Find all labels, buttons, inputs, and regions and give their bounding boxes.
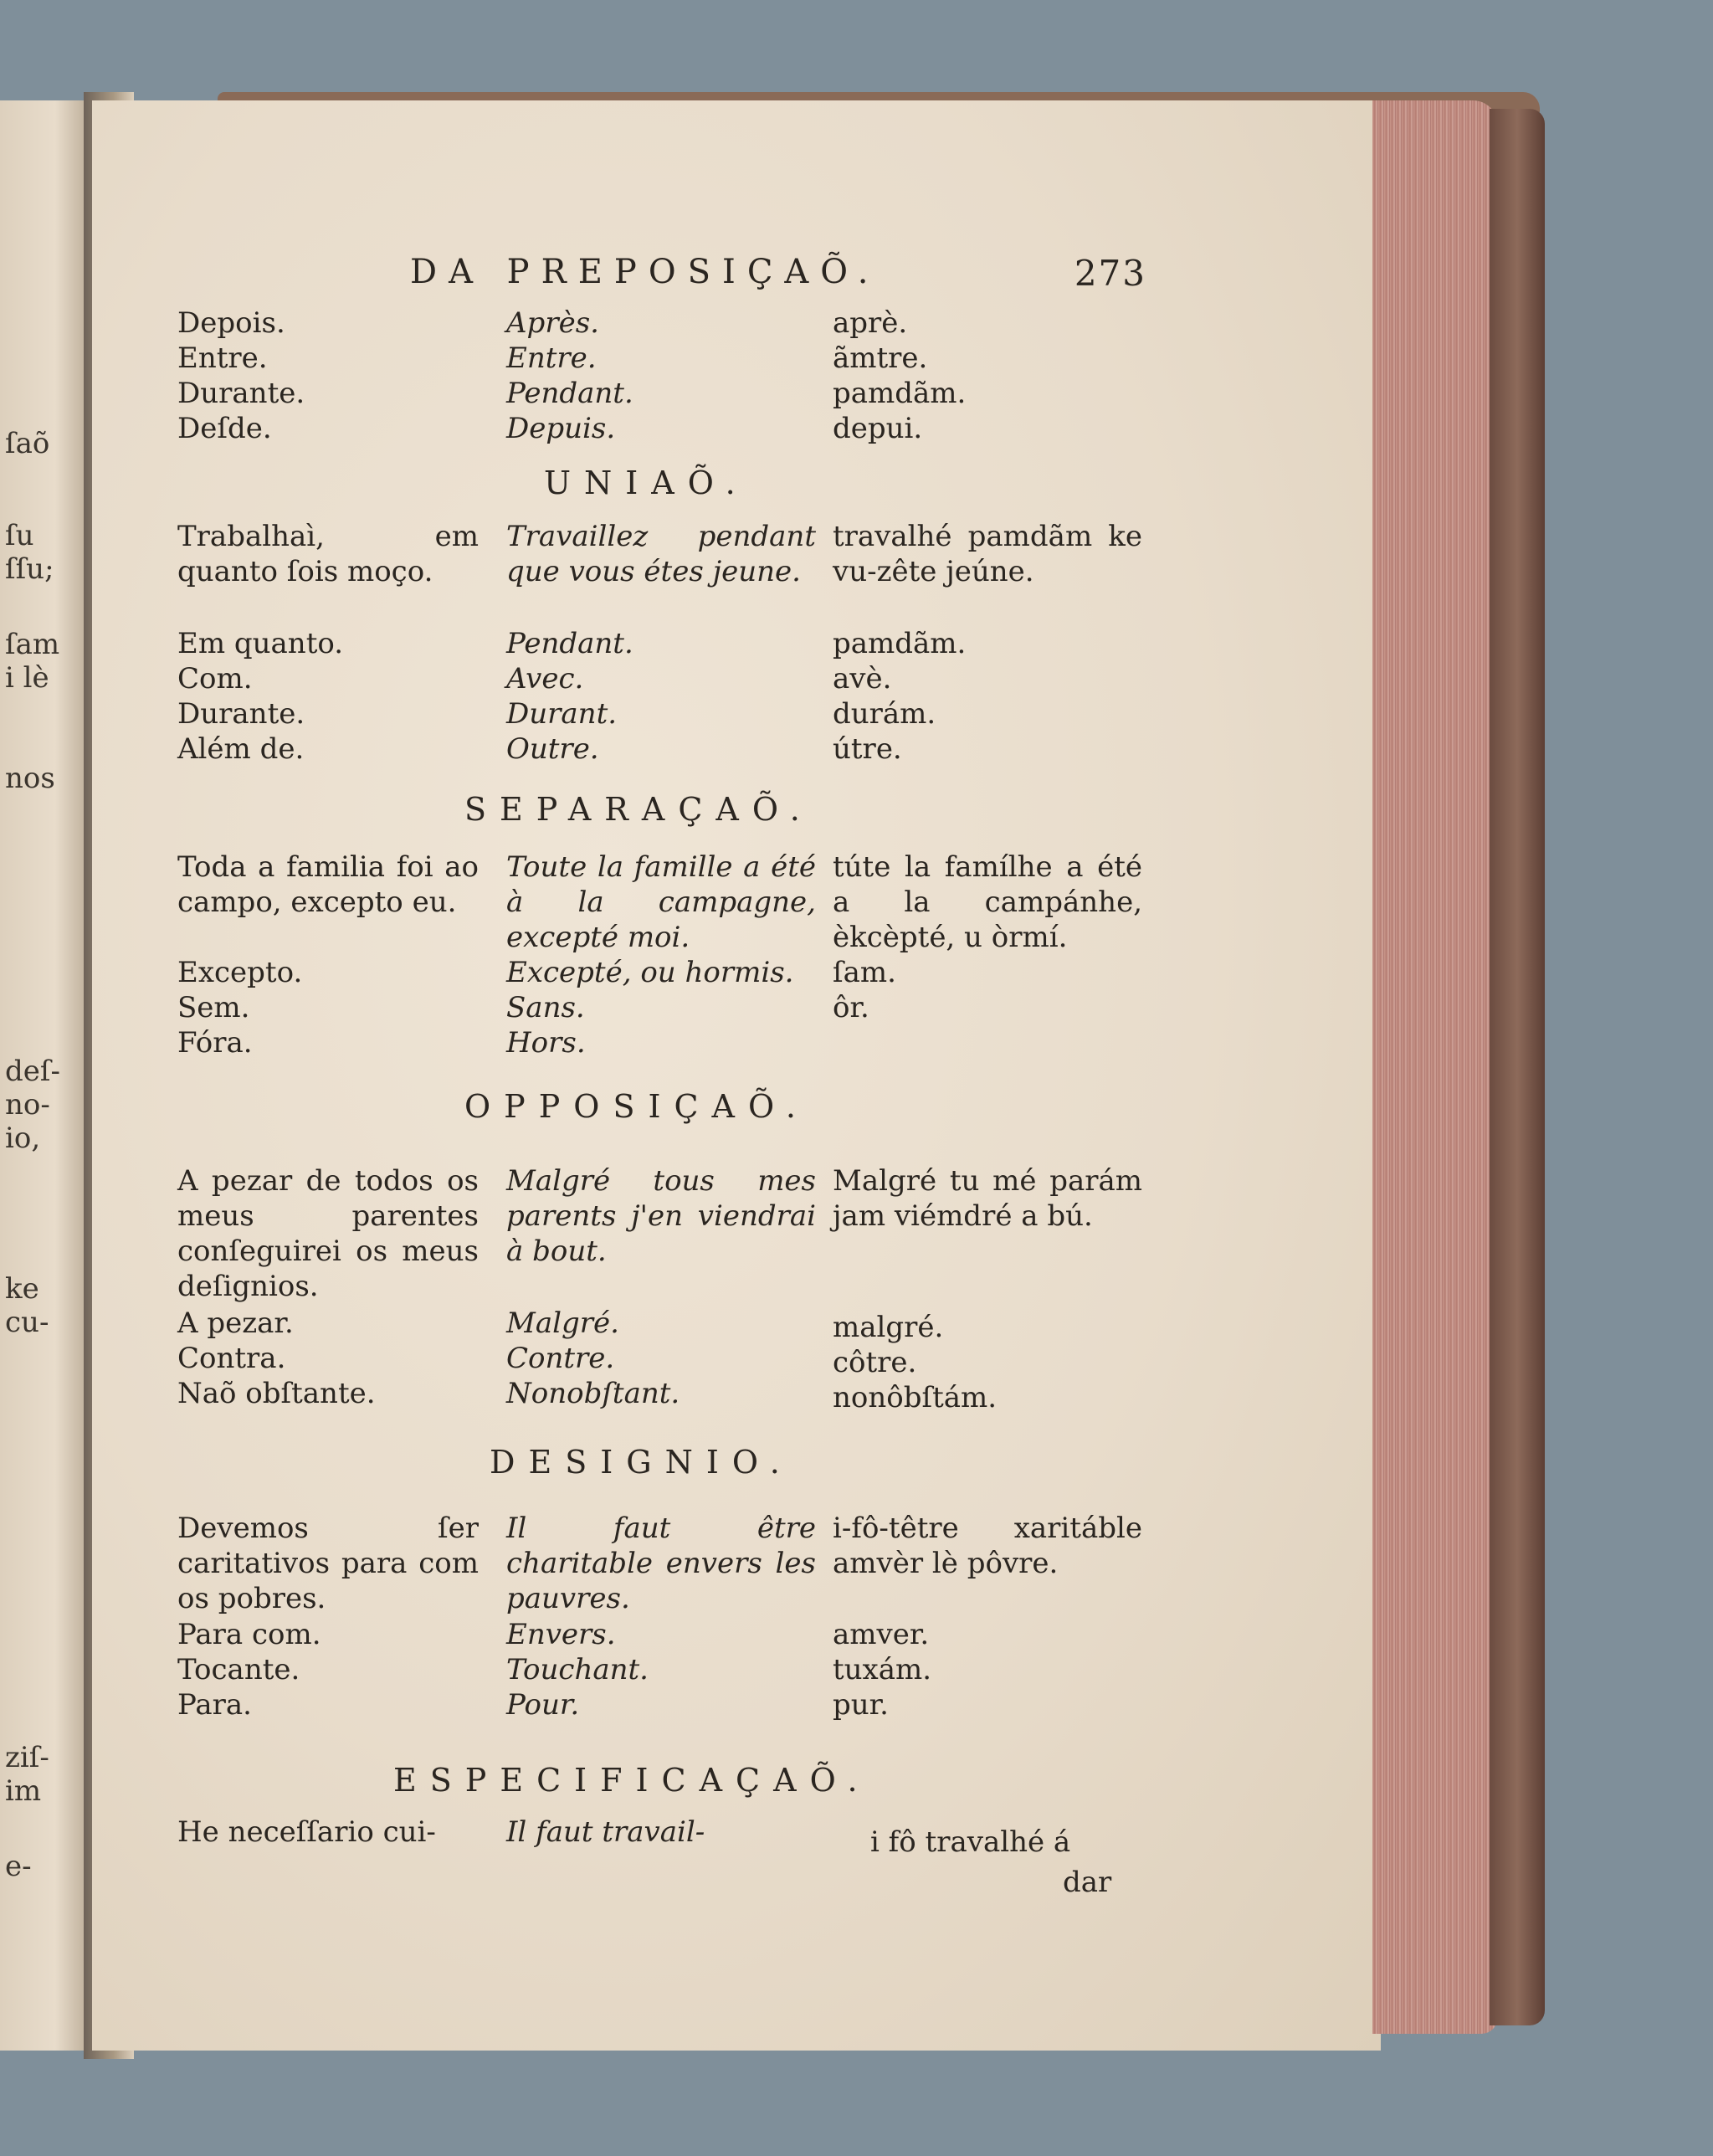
fr-word: Depuis.	[506, 412, 616, 445]
pron-word: tuxám.	[833, 1653, 932, 1686]
pt-word: Excepto.	[177, 956, 303, 989]
catchword: dar	[1063, 1866, 1112, 1899]
section-heading: OPPOSIÇAÕ.	[464, 1088, 810, 1125]
section-heading: ESPECIFICAÇAÕ.	[393, 1762, 871, 1799]
left-fragment: ſam	[5, 628, 60, 661]
running-header	[410, 253, 1146, 303]
example-pron: Malgré tu mé parám jam viémdré a bú.	[833, 1164, 1142, 1233]
pron-word: ãmtre.	[833, 341, 928, 375]
example-pron: travalhé pamdãm ke vu-zête jeúne.	[833, 520, 1142, 588]
pt-word: Em quanto.	[177, 627, 344, 660]
left-fragment: ſu	[5, 519, 34, 552]
example-fr: Il faut être charitable envers les pauvres.	[506, 1512, 816, 1615]
pron-word: amver.	[833, 1618, 930, 1651]
pt-word: Para.	[177, 1688, 252, 1722]
pt-word: Depois.	[177, 306, 285, 340]
fr-word: Envers.	[506, 1618, 616, 1651]
pt-word: Além de.	[177, 732, 305, 766]
fr-word: Avec.	[506, 662, 584, 696]
pron-word: nonôbſtám.	[833, 1381, 998, 1414]
running-head: DA PREPOSIÇAÕ.	[410, 253, 880, 291]
left-fragment: no-	[5, 1088, 50, 1122]
pt-word: A pezar.	[177, 1306, 294, 1340]
pt-word: Com.	[177, 662, 253, 696]
example-pt: Trabalhaì, em quanto ſois moço.	[177, 520, 479, 588]
example-fr: Travaillez pendant que vous étes jeune.	[506, 520, 816, 588]
pron-word: avè.	[833, 662, 892, 696]
fr-word: Hors.	[506, 1026, 586, 1060]
left-fragment: nos	[5, 762, 55, 795]
pt-word: Entre.	[177, 341, 268, 375]
example-fr: Il faut travail-	[506, 1815, 705, 1849]
pron-word: durám.	[833, 697, 936, 731]
fr-word: Sans.	[506, 991, 585, 1024]
example-fr: Toute la famille a été à la campagne, excepté moi.	[506, 850, 816, 954]
pt-word: Tocante.	[177, 1653, 300, 1686]
pt-word: Fóra.	[177, 1026, 253, 1060]
fr-word: Outre.	[506, 732, 599, 766]
pron-word: depui.	[833, 412, 923, 445]
example-pt: A pezar de todos os meus parentes conſeguirei os meus deſignios.	[177, 1164, 479, 1303]
page-number: 273	[1074, 253, 1146, 294]
left-fragment: ſaõ	[5, 427, 50, 460]
fr-word: Durant.	[506, 697, 618, 731]
example-fr: Malgré tous mes parents j'en viendrai à bout.	[506, 1164, 816, 1268]
left-fragment: im	[5, 1774, 42, 1808]
left-fragment: io,	[5, 1122, 41, 1155]
pt-word: Contra.	[177, 1342, 286, 1375]
fr-word: Malgré.	[506, 1306, 619, 1340]
fr-word: Contre.	[506, 1342, 615, 1375]
pron-word: malgré.	[833, 1311, 944, 1344]
left-fragment: ſſu;	[5, 552, 54, 586]
page-fore-edge	[1372, 100, 1498, 2034]
example-pron: túte la famílhe a été a la campánhe, èkcèpté, u òrmí.	[833, 850, 1142, 954]
left-page-edge	[0, 100, 92, 2051]
left-fragment: e-	[5, 1850, 32, 1883]
pron-word: pur.	[833, 1688, 889, 1722]
pt-word: Durante.	[177, 377, 305, 410]
pron-word: pamdãm.	[833, 627, 967, 660]
pron-word: ſam.	[833, 956, 896, 989]
pron-word: útre.	[833, 732, 902, 766]
example-pron: i fô travalhé á	[870, 1825, 1071, 1859]
fr-word: Pendant.	[506, 627, 633, 660]
pron-word: côtre.	[833, 1346, 917, 1379]
pt-word: Deſde.	[177, 412, 272, 445]
pt-word: Para com.	[177, 1618, 321, 1651]
fr-word: Nonobſtant.	[506, 1377, 680, 1410]
fr-word: Excepté, ou hormis.	[506, 956, 794, 989]
fr-word: Après.	[506, 306, 599, 340]
left-fragment: i lè	[5, 661, 49, 695]
pron-word: ôr.	[833, 991, 869, 1024]
left-fragment: cu-	[5, 1306, 49, 1339]
section-heading: DESIGNIO.	[490, 1444, 793, 1481]
pron-word: pamdãm.	[833, 377, 967, 410]
example-pt: Devemos ſer caritativos para com os pobres.	[177, 1512, 479, 1615]
section-heading: SEPARAÇAÕ.	[464, 791, 813, 828]
example-pt: Toda a familia foi ao campo, excepto eu.	[177, 850, 479, 919]
example-pron: i-fô-têtre xaritáble amvèr lè pôvre.	[833, 1512, 1142, 1580]
pt-word: Sem.	[177, 991, 250, 1024]
pt-word: Durante.	[177, 697, 305, 731]
left-fragment: ziſ-	[5, 1741, 49, 1774]
fr-word: Touchant.	[506, 1653, 649, 1686]
left-fragment: deſ-	[5, 1055, 60, 1088]
example-pt: He neceſſario cui-	[177, 1815, 436, 1849]
pt-word: Naõ obſtante.	[177, 1377, 376, 1410]
left-fragment: ke	[5, 1272, 39, 1306]
pron-word: aprè.	[833, 306, 908, 340]
fr-word: Pendant.	[506, 377, 633, 410]
book-cover-right-edge	[1490, 109, 1545, 2025]
fr-word: Entre.	[506, 341, 597, 375]
section-heading: UNIAÕ.	[544, 465, 749, 501]
fr-word: Pour.	[506, 1688, 580, 1722]
